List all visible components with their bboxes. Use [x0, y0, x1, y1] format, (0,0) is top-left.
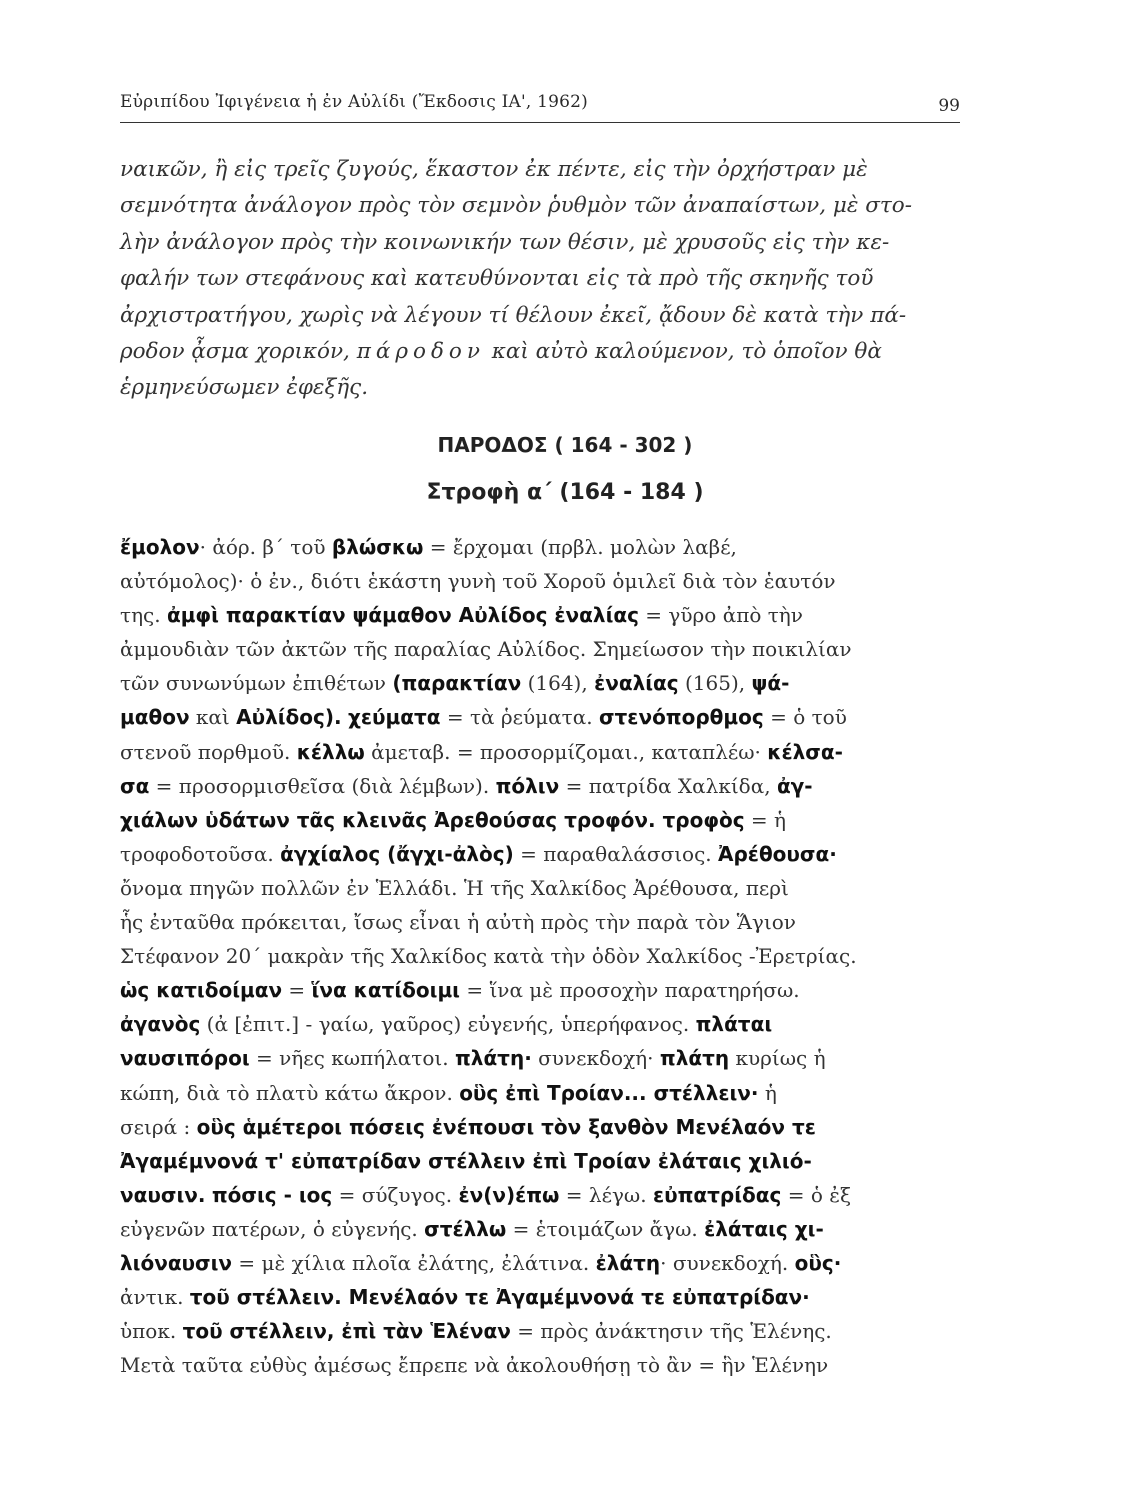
commentary-line	[120, 1348, 965, 1382]
text-segment: κώπη, διὰ τὸ πλατὺ κάτω ἄκρον.	[120, 1080, 460, 1105]
commentary-line	[120, 598, 965, 632]
text-line: λὴν ἀνάλογον πρὸς τὴν κοινωνικήν των θέσιν, μὲ χρυσοῦς εἰς τὴν κε-	[120, 229, 890, 255]
text-segment: = σύζυγος.	[332, 1182, 459, 1207]
text-segment: συνεκδοχή·	[531, 1046, 660, 1071]
text-segment: = ἔρχομαι (πρβλ. μολὼν λαβέ,	[423, 535, 737, 559]
lemma-term: πλάτη	[659, 1046, 730, 1071]
commentary-line	[120, 735, 965, 769]
text-segment: = παραθαλάσσιος.	[513, 841, 719, 866]
text-segment: = λέγω.	[559, 1182, 653, 1207]
text-segment: = πρὸς ἀνάκτησιν τῆς Ἑλένης.	[510, 1319, 832, 1344]
text-segment: ἀμεταβ. = προσορμίζομαι., καταπλέω·	[364, 739, 768, 764]
text-segment: Μετὰ ταῦτα εὐθὺς ἀμέσως ἔπρεπε νὰ ἀκολουθήσῃ τὸ ἂν = ἣν Ἑλένην	[120, 1353, 829, 1378]
lemma-term: τοῦ στέλλειν, ἐπὶ τὰν Ἑλέναν	[182, 1319, 511, 1344]
page-number: 99	[938, 96, 960, 116]
text-segment: = μὲ χίλια πλοῖα ἐλάτης, ἐλάτινα.	[232, 1250, 596, 1275]
commentary-line	[120, 1314, 965, 1348]
commentary-line	[120, 871, 965, 905]
text-segment: εὐγενῶν πατέρων, ὁ εὐγενής.	[120, 1216, 425, 1241]
text-segment: αὐτόμολος)· ὁ ἐν., διότι ἑκάστη γυνὴ τοῦ Χοροῦ ὁμιλεῖ διὰ τὸν ἑαυτόν	[120, 569, 836, 594]
text-segment: = προσορμισθεῖσα (διὰ λέμβων).	[149, 773, 496, 798]
text-segment: καὶ	[189, 705, 237, 730]
text-segment: = πατρίδα Χαλκίδα,	[559, 773, 777, 798]
text-segment: ἀντικ.	[120, 1285, 190, 1310]
lemma-term: κέλσα-	[767, 739, 843, 764]
lemma-term: στενόπορθμος	[598, 705, 764, 730]
text-segment: σειρά :	[120, 1114, 197, 1139]
text-segment: καὶ αὐτὸ καλούμενον, τὸ ὁποῖον θὰ	[491, 339, 882, 365]
text-segment: ροδον ᾆσμα χορικόν,	[120, 339, 350, 365]
running-header	[120, 92, 960, 123]
lemma-term: ἐλάταις χι-	[704, 1216, 824, 1241]
lemma-term: ναυσιπόροι	[120, 1046, 250, 1071]
commentary-line	[120, 837, 965, 871]
header-title: Εὐριπίδου Ἰφιγένεια ἡ ἐν Αὐλίδι (Ἔκδοσις ΙΑ', 1962)	[120, 92, 588, 112]
commentary-line	[120, 700, 965, 734]
commentary-line	[120, 939, 965, 973]
commentary-line	[120, 769, 965, 803]
text-line: ναικῶν, ἢ εἰς τρεῖς ζυγούς, ἕκαστον ἐκ πέντε, εἰς τὴν ὀρχήστραν μὲ	[120, 157, 868, 182]
text-segment: τροφοδοτοῦσα.	[120, 841, 281, 866]
text-line: φαλήν των στεφάνους καὶ κατευθύνονται εἰς τὰ πρὸ τῆς σκηνῆς τοῦ	[120, 266, 874, 292]
text-segment: ὄνομα πηγῶν πολλῶν ἐν Ἑλλάδι. Ἡ τῆς Χαλκίδος Ἀρέθουσα, περὶ	[120, 875, 789, 900]
commentary-line	[120, 1280, 965, 1314]
text-segment: =	[282, 978, 312, 1003]
spaced-term: πάροδον	[356, 339, 485, 365]
text-segment: · ἀόρ. β΄ τοῦ	[199, 535, 332, 559]
lemma-term: ψά-	[751, 671, 790, 696]
lemma-term: σα	[120, 773, 150, 798]
text-segment: Στέφανον 20΄ μακρὰν τῆς Χαλκίδος κατὰ τὴν ὁδὸν Χαλκίδος -Ἐρετρίας.	[120, 944, 857, 969]
section-heading: ΠΑΡΟΔΟΣ ( 164 - 302 )	[437, 433, 693, 457]
text-segment: ἡ	[758, 1080, 777, 1105]
text-segment: (ἀ [ἐπιτ.] - γαίω, γαῦρος) εὐγενής, ὑπερήφανος.	[200, 1012, 696, 1037]
text-segment: ὑποκ.	[120, 1319, 183, 1344]
commentary-line	[120, 1076, 965, 1110]
commentary-line	[120, 803, 965, 837]
lemma-term: Ἀρέθουσα·	[718, 841, 837, 866]
intro-paragraph	[120, 152, 960, 407]
text-segment: · συνεκδοχή.	[660, 1250, 795, 1275]
text-segment: (164),	[521, 671, 595, 696]
commentary-line	[120, 1041, 965, 1075]
lemma-term: Αὐλίδος).	[236, 705, 342, 730]
lemma-term: ἀγανὸς	[120, 1012, 201, 1037]
lemma-term: χεύματα	[348, 705, 441, 730]
lemma-term: στέλλω	[424, 1216, 507, 1241]
text-segment: (165),	[678, 671, 752, 696]
commentary-line	[120, 905, 965, 939]
commentary-line	[120, 1246, 965, 1280]
lemma-term: χιάλων ὑδάτων τᾶς κλεινᾶς Ἀρεθούσας τροφόν. τροφὸς	[120, 807, 745, 832]
commentary-line	[120, 530, 965, 564]
text-line	[120, 334, 960, 370]
lemma-term: πόλιν	[495, 773, 560, 798]
lemma-term: πλάται	[695, 1012, 773, 1037]
commentary-line	[120, 1007, 965, 1041]
lemma-term: (παρακτίαν	[392, 671, 522, 696]
text-line: σεμνότητα ἀνάλογον πρὸς τὸν σεμνὸν ῥυθμὸν τῶν ἀναπαίστων, μὲ στο-	[120, 193, 912, 219]
commentary-line	[120, 1212, 965, 1246]
lemma-term: τοῦ στέλλειν. Μενέλαόν τε Ἀγαμέμνονά τε εὐπατρίδαν·	[189, 1285, 810, 1310]
lemma-term: ἵνα κατίδοιμι	[311, 978, 460, 1003]
commentary-line	[120, 632, 965, 666]
commentary-text	[120, 530, 965, 1382]
lemma-term: ἀμφὶ παρακτίαν ψάμαθον Αὐλίδος ἐναλίας	[166, 603, 639, 628]
text-segment: = γῦρο ἀπὸ τὴν	[638, 603, 803, 628]
commentary-line	[120, 666, 965, 700]
commentary-line	[120, 1144, 965, 1178]
text-segment: κυρίως ἡ	[729, 1046, 826, 1071]
lemma-term: ναυσιν.	[120, 1182, 206, 1207]
commentary-line	[120, 564, 965, 598]
text-segment: = νῆες κωπήλατοι.	[249, 1046, 455, 1071]
text-segment: = ἡ	[744, 807, 787, 832]
lemma-term: Ἀγαμέμνονά τ' εὐπατρίδαν στέλλειν ἐπὶ Τροίαν ἐλάταις χιλιό-	[120, 1148, 812, 1173]
commentary-line	[120, 1110, 965, 1144]
commentary-line	[120, 1178, 965, 1212]
text-segment: στενοῦ πορθμοῦ.	[120, 739, 297, 764]
lemma-term: ἐναλίας	[594, 671, 679, 696]
text-segment: ἀμμουδιὰν τῶν ἀκτῶν τῆς παραλίας Αὐλίδος. Σημείωσον τὴν ποικιλίαν	[120, 637, 852, 662]
subsection-heading: Στροφὴ α΄ (164 - 184 )	[426, 480, 704, 505]
text-segment: τῶν συνωνύμων ἐπιθέτων	[120, 671, 393, 696]
lemma-term: ἀγ-	[776, 773, 813, 798]
lemma-term: κέλλω	[296, 739, 365, 764]
lemma-term: μαθον	[120, 705, 190, 730]
text-segment: = ὁ τοῦ	[763, 705, 847, 730]
text-segment: = ὁ ἐξ	[781, 1182, 851, 1207]
text-segment: = τὰ ῥεύματα.	[440, 705, 599, 730]
lemma-term: λιόναυσιν	[120, 1250, 233, 1275]
text-segment: ἧς ἐνταῦθα πρόκειται, ἴσως εἶναι ἡ αὐτὴ πρὸς τὴν παρὰ τὸν Ἅγιον	[120, 910, 796, 935]
lemma-term: ἀγχίαλος (ἄγχι-ἀλὸς)	[280, 841, 514, 866]
lemma-term: πλάτη·	[454, 1046, 532, 1071]
text-line: ἑρμηνεύσωμεν ἐφεξῆς.	[120, 375, 369, 401]
text-line: ἀρχιστρατήγου, χωρὶς νὰ λέγουν τί θέλουν ἐκεῖ, ᾄδουν δὲ κατὰ τὴν πά-	[120, 302, 907, 328]
lemma-term: πόσις - ιος	[211, 1182, 333, 1207]
lemma-term: ἐν(ν)έπω	[458, 1182, 560, 1207]
lemma-term: ἔμολον	[120, 535, 200, 559]
lemma-term: εὐπατρίδας	[652, 1182, 782, 1207]
lemma-term: οὓς·	[794, 1250, 842, 1275]
commentary-line	[120, 973, 965, 1007]
lemma-term: βλώσκω	[331, 535, 424, 559]
lemma-term: ὡς κατιδοίμαν	[120, 978, 283, 1003]
text-segment: = ἑτοιμάζων ἄγω.	[506, 1216, 705, 1241]
text-segment: της.	[120, 603, 167, 628]
lemma-term: οὓς ἐπὶ Τροίαν... στέλλειν·	[459, 1080, 759, 1105]
lemma-term: ἐλάτη	[595, 1250, 661, 1275]
text-segment: = ἵνα μὲ προσοχὴν παρατηρήσω.	[459, 978, 800, 1003]
lemma-term: οὓς ἁμέτεροι πόσεις ἐνέπουσι τὸν ξανθὸν Μενέλαόν τε	[196, 1114, 816, 1139]
